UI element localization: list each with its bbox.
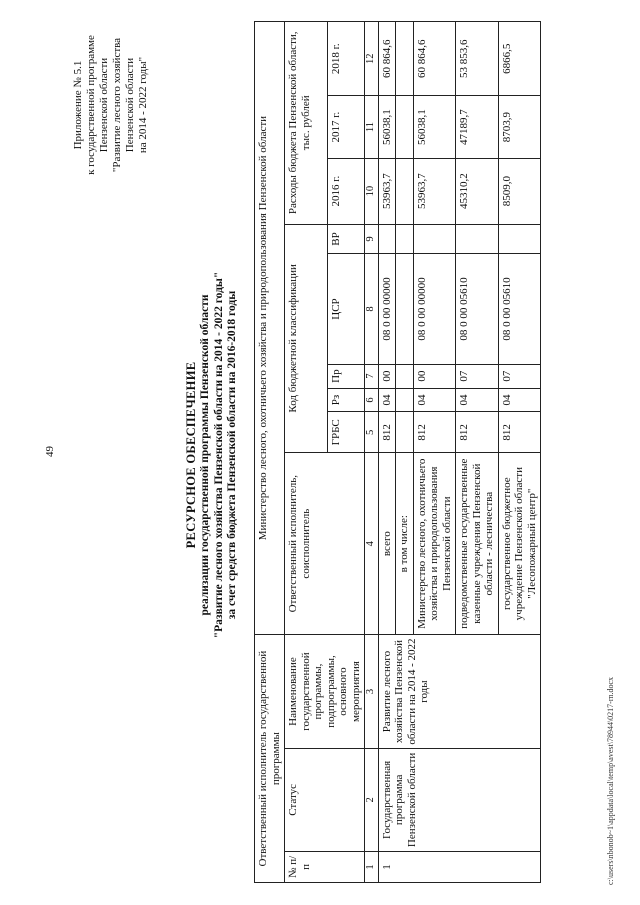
cell-grbs	[396, 412, 414, 453]
cell-pr	[396, 364, 414, 388]
responsible-executor-value: Министерство лесного, охотничьего хозяйства и природопользования Пензенской области	[255, 22, 285, 635]
cell-2018: 6866,5	[498, 22, 541, 96]
cell-2018	[396, 22, 414, 96]
header-num: № п/п	[285, 851, 365, 882]
column-number: 9	[365, 224, 379, 254]
column-number: 10	[365, 158, 379, 224]
file-path-footer: c:\users\nbonob~1\appdata\local\temp\avest\78944\0217-rn.docx	[606, 676, 615, 885]
column-number: 4	[365, 453, 379, 635]
cell-rz: 04	[456, 388, 499, 412]
title-line: реализации государственной программы Пензенской области	[199, 294, 211, 616]
cell-pr: 07	[456, 364, 499, 388]
cell-rz: 04	[378, 388, 396, 412]
column-number: 1	[365, 851, 379, 882]
cell-2016: 8509,0	[498, 158, 541, 224]
appendix-line: Пензенской области	[124, 57, 136, 153]
title-line: за счет средств бюджета Пензенской области на 2016-2018 годы	[226, 290, 238, 620]
column-number: 11	[365, 96, 379, 158]
cell-csr: 08 0 00 05610	[498, 254, 541, 364]
cell-vr	[413, 224, 456, 254]
cell-2017: 47189,7	[456, 96, 499, 158]
column-number: 7	[365, 364, 379, 388]
cell-pr: 00	[413, 364, 456, 388]
cell-vr	[378, 224, 396, 254]
header-status: Статус	[285, 748, 365, 851]
column-number-row	[365, 22, 379, 883]
appendix-line: Приложение № 5.1	[72, 60, 84, 150]
cell-csr: 08 0 00 05610	[456, 254, 499, 364]
cell-rz: 04	[413, 388, 456, 412]
column-number: 5	[365, 412, 379, 453]
header-budget-code: Код бюджетной классификации	[285, 224, 328, 453]
cell-2016: 45310,2	[456, 158, 499, 224]
table-row	[378, 22, 396, 883]
appendix-line: на 2014 - 2022 годы"	[137, 56, 149, 154]
header-rz: Рз	[328, 388, 365, 412]
cell-grbs: 812	[413, 412, 456, 453]
row-executor: государственное бюджетное учреждение Пензенской области "Лесопожарный центр"	[498, 453, 541, 635]
appendix-line: к государственной программе	[85, 35, 97, 175]
header-2018: 2018 г.	[328, 22, 365, 96]
cell-csr: 08 0 00 00000	[378, 254, 396, 364]
row-executor: Министерство лесного, охотничьего хозяйства и природопользования Пензенской области	[413, 453, 456, 635]
responsible-executor-label: Ответственный исполнитель государственной программы	[255, 635, 285, 883]
cell-vr	[456, 224, 499, 254]
cell-grbs: 812	[498, 412, 541, 453]
column-number: 2	[365, 748, 379, 851]
cell-2016: 53963,7	[378, 158, 396, 224]
cell-2017	[396, 96, 414, 158]
resource-table	[254, 21, 541, 883]
page-number: 49	[44, 446, 56, 457]
row-executor: всего	[378, 453, 396, 635]
header-csr: ЦСР	[328, 254, 365, 364]
cell-2016	[396, 158, 414, 224]
cell-rz: 04	[498, 388, 541, 412]
header-row	[285, 22, 328, 883]
title-line: "Развитие лесного хозяйства Пензенской области на 2014 - 2022 годы"	[212, 271, 225, 639]
appendix-line: "Развитие лесного хозяйства	[111, 37, 123, 173]
cell-2018: 60 864,6	[413, 22, 456, 96]
header-vr: ВР	[328, 224, 365, 254]
cell-csr	[396, 254, 414, 364]
header-program-name: Наименование государственной программы, подпрограммы, основного мероприятия	[285, 635, 365, 749]
header-grbs: ГРБС	[328, 412, 365, 453]
cell-2016: 53963,7	[413, 158, 456, 224]
column-number: 3	[365, 635, 379, 749]
cell-2017: 56038,1	[378, 96, 396, 158]
cell-2018: 53 853,6	[456, 22, 499, 96]
row-executor: в том числе:	[396, 453, 414, 635]
column-number: 6	[365, 388, 379, 412]
header-expenses: Расходы бюджета Пензенской области, тыс. рублей	[285, 22, 328, 225]
row-status: Государственная программа Пензенской области	[378, 748, 541, 851]
cell-rz	[396, 388, 414, 412]
header-pr: Пр	[328, 364, 365, 388]
row-program-name: Развитие лесного хозяйства Пензенской области на 2014 - 2022 годы	[378, 635, 541, 749]
cell-2018: 60 864,6	[378, 22, 396, 96]
cell-csr: 08 0 00 00000	[413, 254, 456, 364]
responsible-executor-row	[255, 22, 285, 883]
column-number: 12	[365, 22, 379, 96]
cell-pr: 00	[378, 364, 396, 388]
column-number: 8	[365, 254, 379, 364]
cell-vr	[396, 224, 414, 254]
cell-vr	[498, 224, 541, 254]
appendix-line: Пензенской области	[98, 57, 110, 153]
cell-grbs: 812	[456, 412, 499, 453]
header-2017: 2017 г.	[328, 96, 365, 158]
cell-2017: 8703,9	[498, 96, 541, 158]
row-executor: подведомственные государственные казенные учреждения Пензенской области - лесничества	[456, 453, 499, 635]
cell-pr: 07	[498, 364, 541, 388]
row-number: 1	[378, 851, 541, 882]
title-main: РЕСУРСНОЕ ОБЕСПЕЧЕНИЕ	[184, 361, 198, 549]
header-2016: 2016 г.	[328, 158, 365, 224]
cell-grbs: 812	[378, 412, 396, 453]
document-title	[184, 155, 240, 755]
appendix-note	[72, 25, 150, 185]
header-executor: Ответственный исполнитель, соисполнитель	[285, 453, 365, 635]
cell-2017: 56038,1	[413, 96, 456, 158]
